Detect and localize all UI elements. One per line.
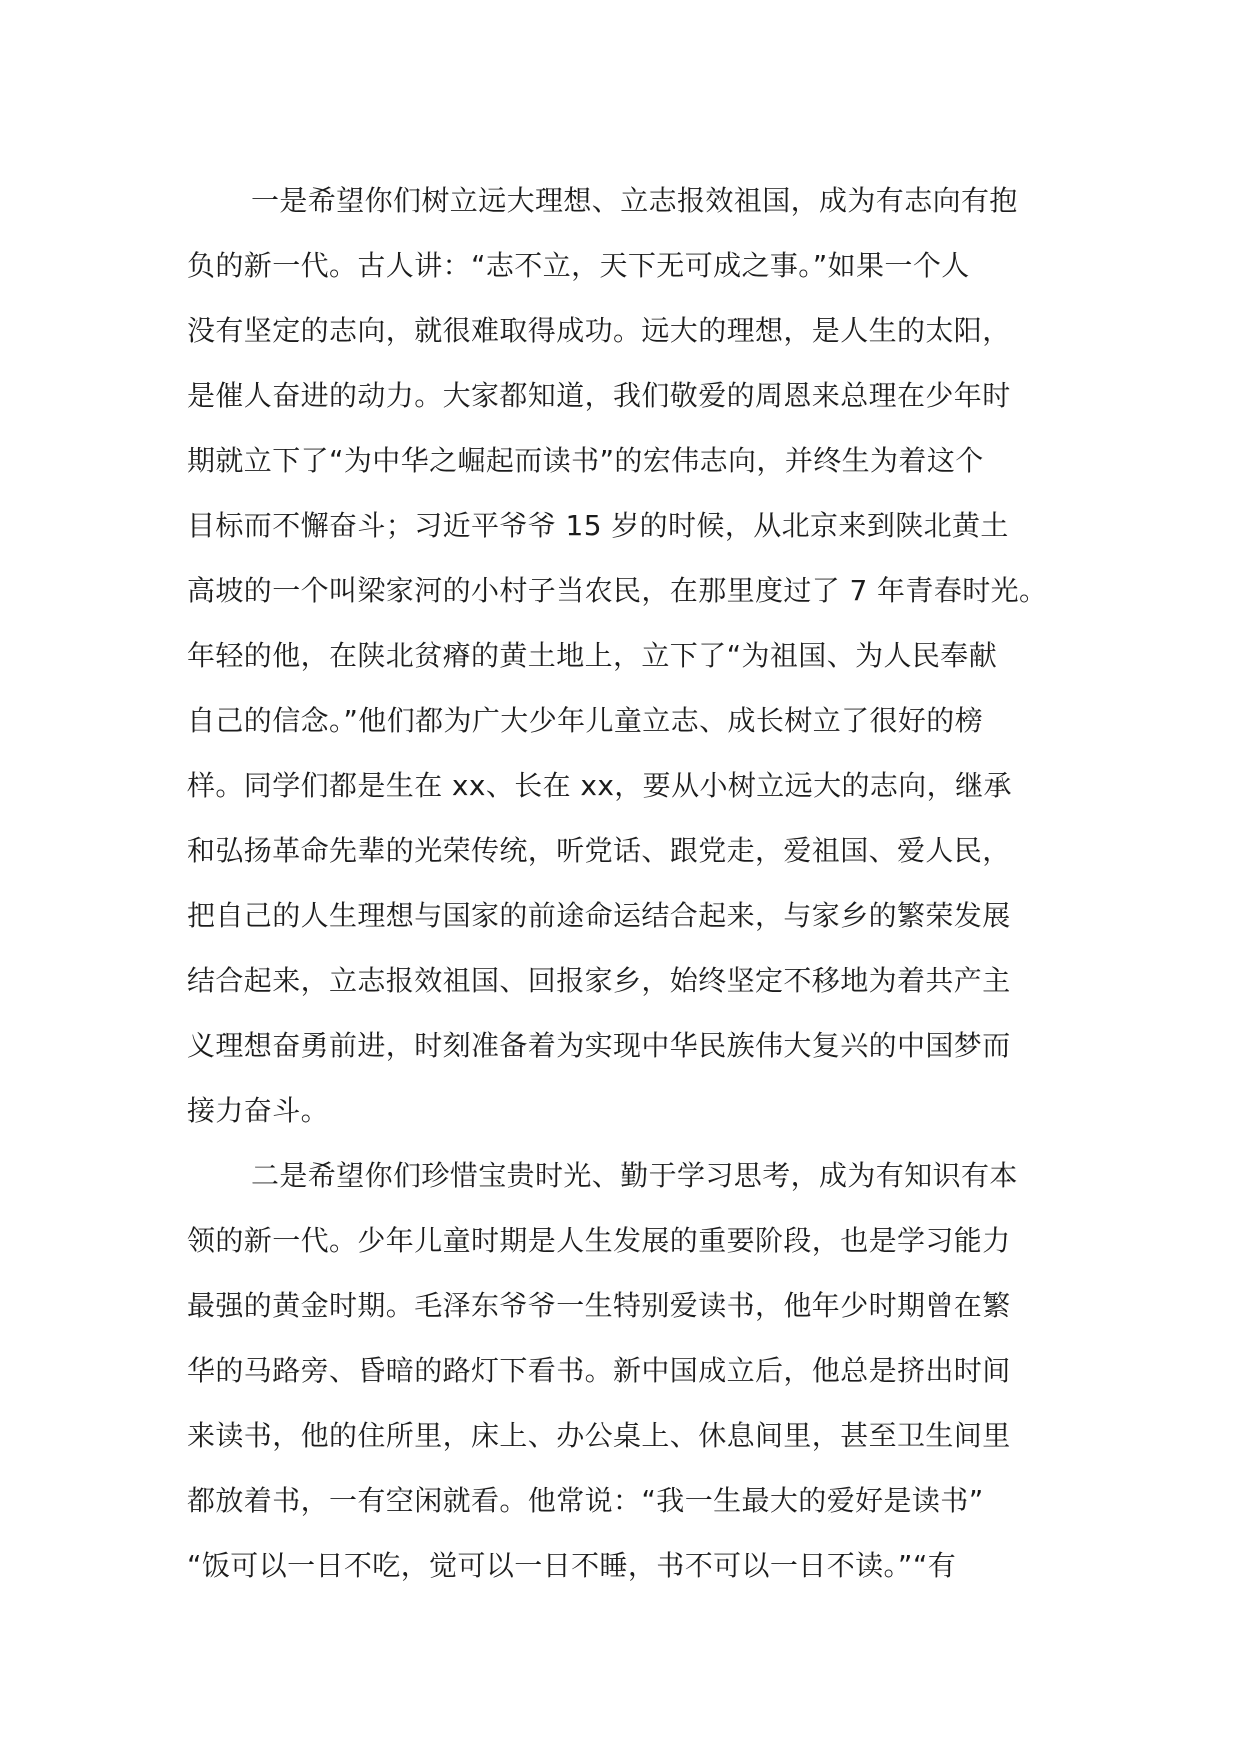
paragraph-1-line-13: 结合起来，立志报效祖国、回报家乡，始终坚定不移地为着共产主	[187, 964, 1011, 997]
paragraph-2-line-1: 二是希望你们珍惜宝贵时光、勤于学习思考，成为有知识有本	[251, 1159, 1018, 1192]
paragraph-1-line-9: 自己的信念。”他们都为广大少年儿童立志、成长树立了很好的榜	[187, 704, 984, 737]
paragraph-1-line-14: 义理想奋勇前进，时刻准备着为实现中华民族伟大复兴的中国梦而	[187, 1029, 1011, 1062]
paragraph-1-line-1: 一是希望你们树立远大理想、立志报效祖国，成为有志向有抱	[251, 184, 1018, 217]
paragraph-1-line-10: 样。同学们都是生在 xx、长在 xx，要从小树立远大的志向，继承	[187, 769, 1012, 802]
paragraph-1-line-2: 负的新一代。古人讲：“志不立，天下无可成之事。”如果一个人	[187, 249, 970, 282]
paragraph-1-line-7: 高坡的一个叫梁家河的小村子当农民，在那里度过了 7 年青春时光。	[187, 574, 1048, 607]
paragraph-2-line-5: 来读书，他的住所里，床上、办公桌上、休息间里，甚至卫生间里	[187, 1419, 1011, 1452]
paragraph-1-line-11: 和弘扬革命先辈的光荣传统，听党话、跟党走，爱祖国、爱人民，	[187, 834, 1011, 867]
paragraph-2-line-6: 都放着书，一有空闲就看。他常说：“我一生最大的爱好是读书”	[187, 1484, 984, 1517]
paragraph-2-line-3: 最强的黄金时期。毛泽东爷爷一生特别爱读书，他年少时期曾在繁	[187, 1289, 1011, 1322]
paragraph-1-line-5: 期就立下了“为中华之崛起而读书”的宏伟志向，并终生为着这个	[187, 444, 984, 477]
paragraph-1-line-8: 年轻的他，在陕北贫瘠的黄土地上，立下了“为祖国、为人民奉献	[187, 639, 998, 672]
paragraph-2-line-4: 华的马路旁、昏暗的路灯下看书。新中国成立后，他总是挤出时间	[187, 1354, 1011, 1387]
paragraph-1-line-6: 目标而不懈奋斗；习近平爷爷 15 岁的时候，从北京来到陕北黄土	[187, 509, 1009, 542]
paragraph-1-line-3: 没有坚定的志向，就很难取得成功。远大的理想，是人生的太阳，	[187, 314, 1011, 347]
paragraph-1-line-15: 接力奋斗。	[187, 1094, 330, 1127]
paragraph-1-line-12: 把自己的人生理想与国家的前途命运结合起来，与家乡的繁荣发展	[187, 899, 1011, 932]
paragraph-1-line-4: 是催人奋进的动力。大家都知道，我们敬爱的周恩来总理在少年时	[187, 379, 1011, 412]
paragraph-2-line-2: 领的新一代。少年儿童时期是人生发展的重要阶段，也是学习能力	[187, 1224, 1011, 1257]
body-text	[187, 168, 1067, 1598]
paragraph-2-line-7: “饭可以一日不吃，觉可以一日不睡，书不可以一日不读。”“有	[187, 1549, 957, 1582]
